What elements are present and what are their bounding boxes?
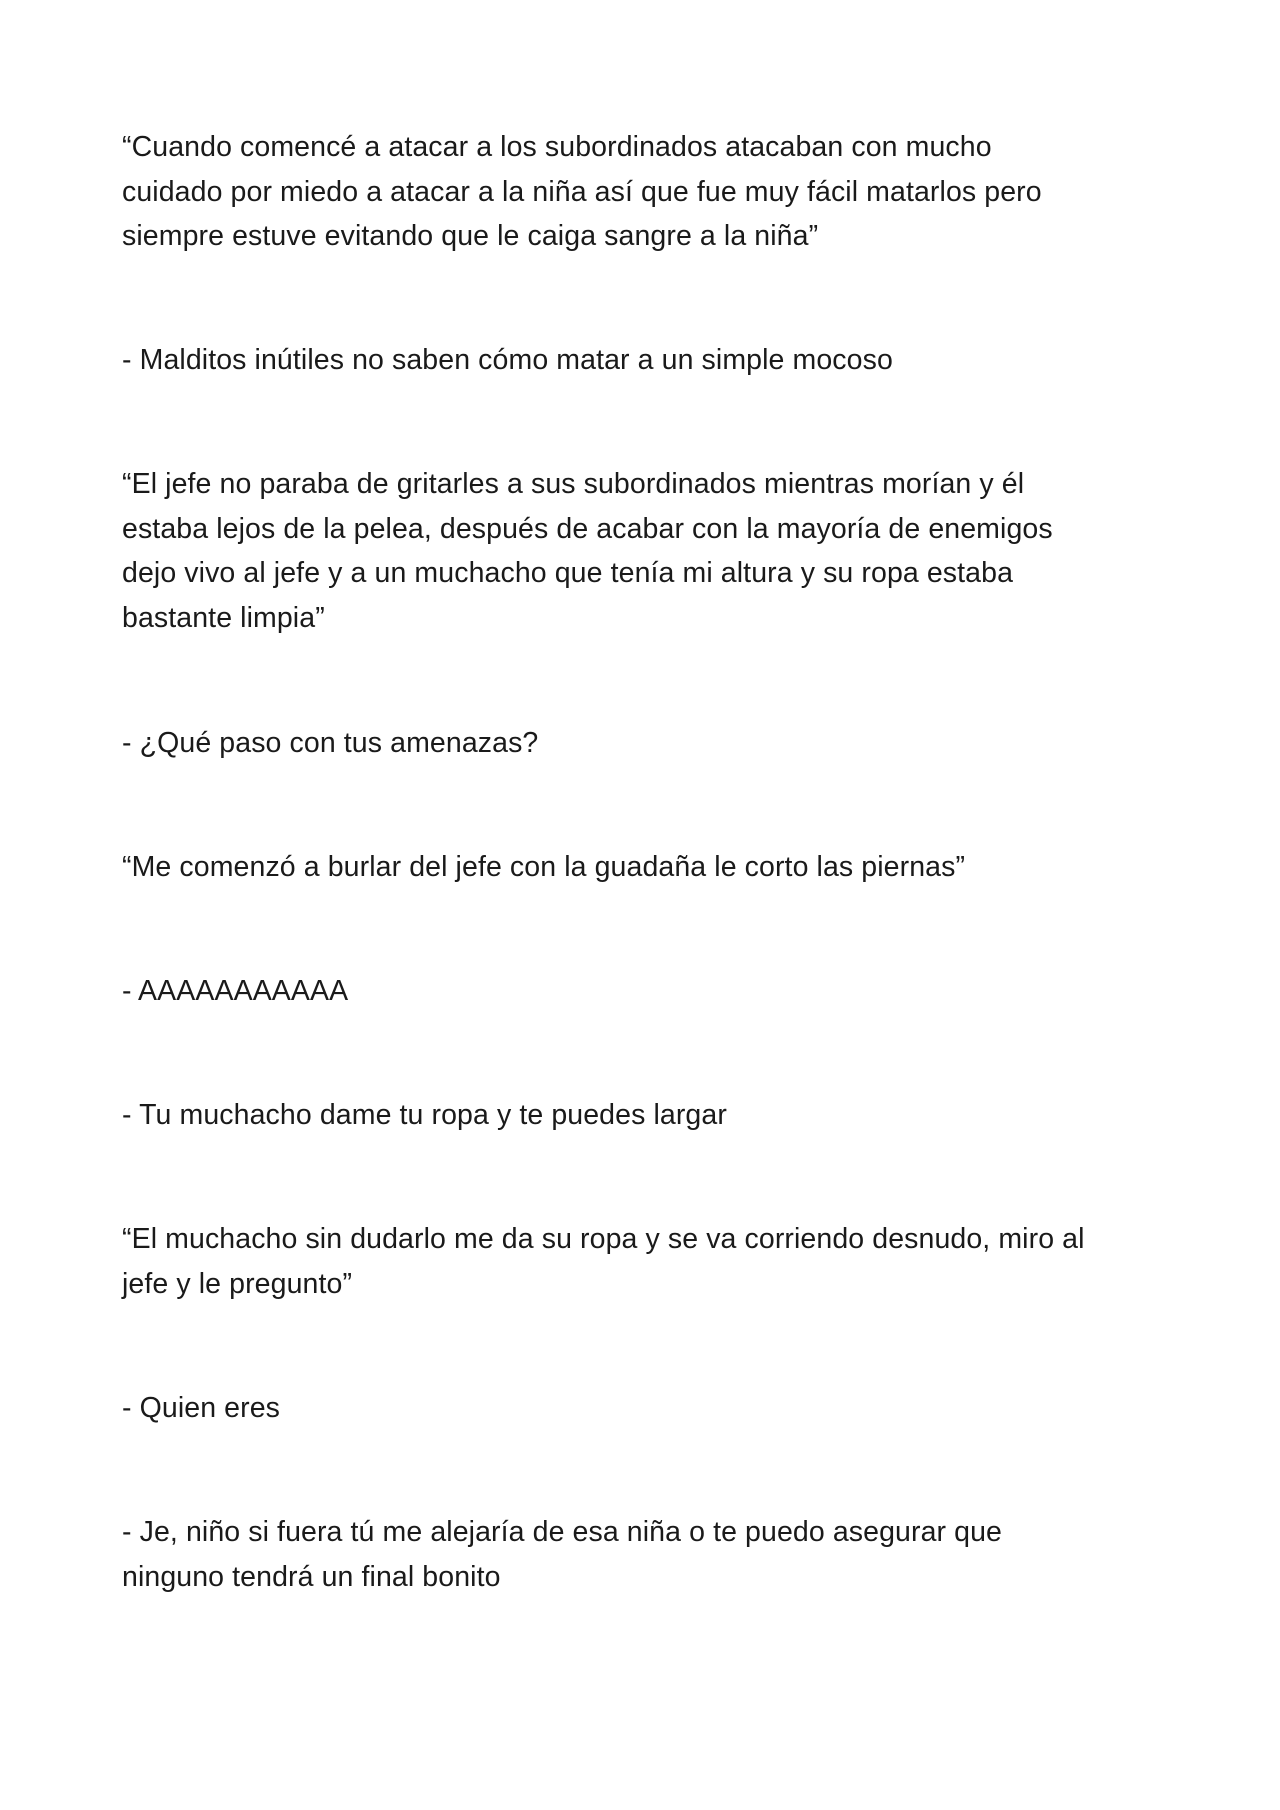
text-line: bastante limpia”	[122, 601, 325, 634]
text-line: - Quien eres	[122, 1392, 281, 1424]
text-line: dejo vivo al jefe y a un muchacho que tenía mi altura y su ropa estaba	[122, 557, 1014, 589]
text-line: “Cuando comencé a atacar a los subordinados atacaban con mucho	[122, 131, 992, 163]
text-line: - Malditos inútiles no saben cómo matar a un simple mocoso	[122, 344, 893, 376]
narration-paragraph	[122, 125, 1182, 259]
dialogue-paragraph	[122, 1510, 1182, 1599]
dialogue-paragraph	[122, 969, 1182, 1014]
narration-paragraph	[122, 1217, 1182, 1306]
text-line: - AAAAAAAAAAA	[122, 975, 349, 1007]
text-line: “El jefe no paraba de gritarles a sus subordinados mientras morían y él	[122, 468, 1025, 500]
dialogue-paragraph	[122, 1093, 1182, 1138]
narration-paragraph	[122, 845, 1182, 890]
text-line: “El muchacho sin dudarlo me da su ropa y se va corriendo desnudo, miro al	[122, 1223, 1085, 1255]
text-line: - Je, niño si fuera tú me alejaría de esa niña o te puedo asegurar que	[122, 1516, 1002, 1548]
text-line: estaba lejos de la pelea, después de acabar con la mayoría de enemigos	[122, 512, 1053, 545]
dialogue-paragraph	[122, 338, 1182, 383]
text-line: “Me comenzó a burlar del jefe con la guadaña le corto las piernas”	[122, 851, 966, 883]
text-line: ninguno tendrá un final bonito	[122, 1560, 501, 1593]
text-line: cuidado por miedo a atacar a la niña así que fue muy fácil matarlos pero	[122, 175, 1042, 208]
text-line: siempre estuve evitando que le caiga sangre a la niña”	[122, 220, 819, 252]
dialogue-paragraph	[122, 1386, 1182, 1431]
narration-paragraph	[122, 462, 1182, 640]
text-line: - Tu muchacho dame tu ropa y te puedes largar	[122, 1099, 727, 1131]
dialogue-paragraph	[122, 721, 1182, 766]
text-line: jefe y le pregunto”	[122, 1267, 353, 1300]
text-line: - ¿Qué paso con tus amenazas?	[122, 727, 539, 759]
